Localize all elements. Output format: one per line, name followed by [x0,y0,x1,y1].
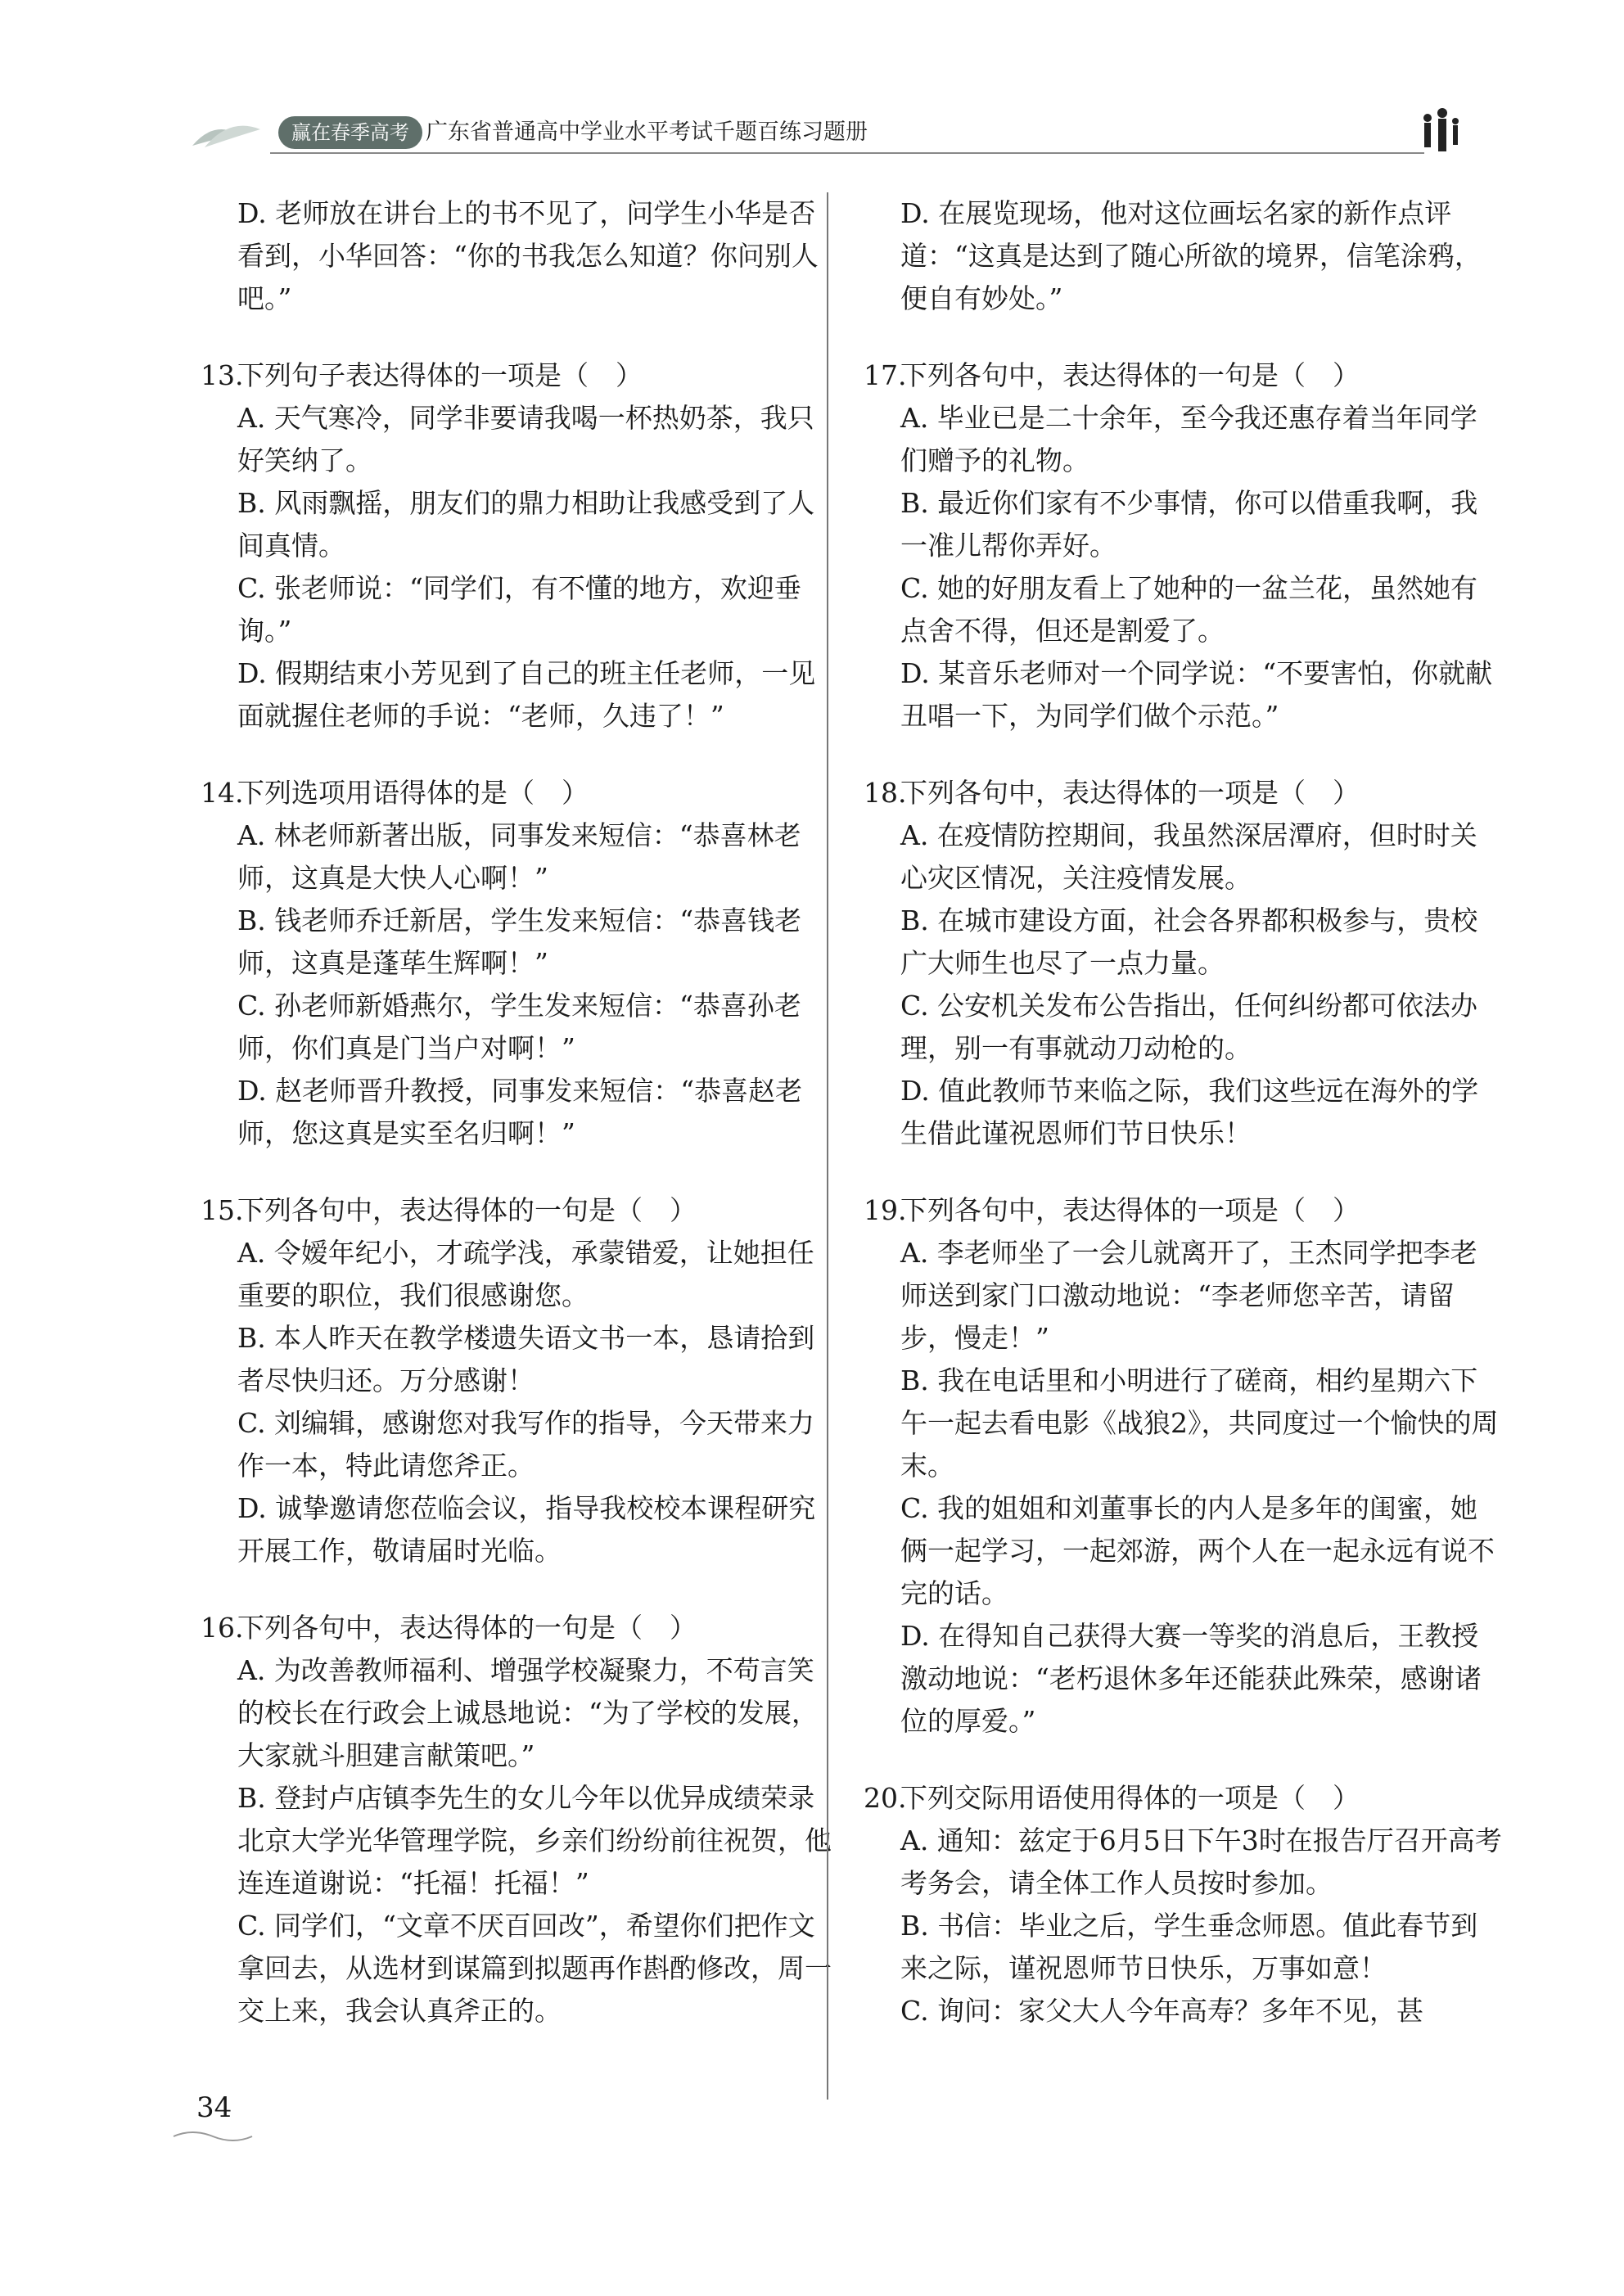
options-list [201,814,839,1155]
option: D. 假期结束小芳见到了自己的班主任老师，一见面就握住老师的手说：“老师，久违了！” [237,657,816,732]
question-stem [201,772,839,814]
option: D. 老师放在讲台上的书不见了，问学生小华是否看到，小华回答：“你的书我怎么知道？你问别人吧。” [237,197,819,314]
question [864,1189,1502,1743]
flourish-icon [172,2128,254,2145]
option: D. 值此教师节来临之际，我们这些远在海外的学生借此谨祝恩师们节日快乐！ [900,1075,1479,1149]
option: A. 在疫情防控期间，我虽然深居潭府，但时时关心灾区情况，关注疫情发展。 [900,819,1477,894]
question-stem [864,354,1502,397]
question-number: 13. [201,359,244,391]
question [864,772,1502,1155]
option: D. 赵老师晋升教授，同事发来短信：“恭喜赵老师，您这真是实至名归啊！” [237,1075,803,1149]
question-stem [864,1777,1502,1820]
question-number: 16. [201,1612,244,1644]
right-column [864,192,1502,2067]
options-list [864,397,1502,738]
question-text: 下列选项用语得体的是（ ） [237,777,589,809]
question [201,354,839,738]
options-list [864,1820,1502,2032]
people-icon [1416,106,1465,157]
option: A. 通知：兹定于6月5日下午3时在报告厅召开高考考务会，请全体工作人员按时参加。 [900,1825,1502,1899]
question-text: 下列句子表达得体的一项是（ ） [237,359,643,391]
question-text: 下列交际用语使用得体的一项是（ ） [900,1782,1360,1814]
option: B. 本人昨天在教学楼遗失语文书一本，恳请拾到者尽快归还。万分感谢！ [237,1322,815,1396]
option: C. 张老师说：“同学们，有不懂的地方，欢迎垂询。” [237,572,801,647]
options-list [864,1232,1502,1743]
header-rule [270,152,1424,154]
continued-question [864,192,1502,320]
option: D. 某音乐老师对一个同学说：“不要害怕，你就献丑唱一下，为同学们做个示范。” [900,657,1493,732]
option: A. 天气寒冷，同学非要请我喝一杯热奶茶，我只好笑纳了。 [237,402,814,476]
page-number: 34 [196,2091,232,2124]
continued-question [201,192,839,320]
option: A. 为改善教师福利、增强学校凝聚力，不苟言笑的校长在行政会上诚恳地说：“为了学校的发展，大家就斗胆建言献策吧。” [237,1654,819,1771]
left-column [201,192,839,2067]
question-stem [201,1189,839,1232]
option: A. 毕业已是二十余年，至今我还惠存着当年同学们赠予的礼物。 [900,402,1477,476]
question-text: 下列各句中，表达得体的一项是（ ） [900,777,1360,809]
question-stem [864,1189,1502,1232]
column-divider [827,192,828,2100]
options-list [864,814,1502,1155]
option: B. 我在电话里和小明进行了磋商，相约星期六下午一起去看电影《战狼2》，共同度过一个愉快的周末。 [900,1365,1499,1482]
question-number: 20. [864,1782,907,1814]
option: A. 林老师新著出版，同事发来短信：“恭喜林老师，这真是大快人心啊！” [237,819,801,894]
question [864,1777,1502,2032]
option: B. 书信：毕业之后，学生垂念师恩。值此春节到来之际，谨祝恩师节日快乐，万事如意！ [900,1910,1478,1984]
option: D. 在得知自己获得大赛一等奖的消息后，王教授激动地说：“老朽退休多年还能获此殊荣，感谢诸位的厚爱。” [900,1620,1482,1737]
option: C. 孙老师新婚燕尔，学生发来短信：“恭喜孙老师，你们真是门当户对啊！” [237,990,801,1064]
question-text: 下列各句中，表达得体的一句是（ ） [237,1194,697,1226]
question-number: 19. [864,1194,907,1226]
option: C. 公安机关发布公告指出，任何纠纷都可依法办理，别一有事就动刀动枪的。 [900,990,1478,1064]
question-text: 下列各句中，表达得体的一句是（ ） [237,1612,697,1644]
book-leaf-icon [188,113,262,151]
option: C. 我的姐姐和刘董事长的内人是多年的闺蜜，她俩一起学习，一起郊游，两个人在一起永远有说不完的话。 [900,1492,1495,1609]
option: C. 她的好朋友看上了她种的一盆兰花，虽然她有点舍不得，但还是割爱了。 [900,572,1478,647]
question [201,1607,839,2032]
question-stem [864,772,1502,814]
option: C. 刘编辑，感谢您对我写作的指导，今天带来力作一本，特此请您斧正。 [237,1407,815,1482]
question [864,354,1502,738]
question [201,772,839,1155]
page-header [188,106,1465,156]
question-number: 17. [864,359,907,391]
question-stem [201,1607,839,1649]
question-number: 15. [201,1194,244,1226]
option: A. 令嫒年纪小，才疏学浅，承蒙错爱，让她担任重要的职位，我们很感谢您。 [237,1237,814,1311]
option: B. 在城市建设方面，社会各界都积极参与，贵校广大师生也尽了一点力量。 [900,904,1478,979]
option: D. 在展览现场，他对这位画坛名家的新作点评道：“这真是达到了随心所欲的境界，信笔涂鸦，便自有妙处。” [900,197,1482,314]
option: A. 李老师坐了一会儿就离开了，王杰同学把李老师送到家门口激动地说：“李老师您辛苦，请留步，慢走！” [900,1237,1477,1354]
question-number: 18. [864,777,907,809]
options-list [201,397,839,738]
option: B. 最近你们家有不少事情，你可以借重我啊，我一准儿帮你弄好。 [900,487,1478,562]
option: C. 同学们，“文章不厌百回改”，希望你们把作文拿回去，从选材到谋篇到拟题再作斟酌修改，周一交上来，我会认真斧正的。 [237,1910,832,2027]
question [201,1189,839,1572]
option: B. 登封卢店镇李先生的女儿今年以优异成绩荣录北京大学光华管理学院，乡亲们纷纷前往祝贺，他连连道谢说：“托福！托福！” [237,1782,832,1899]
option: C. 询问：家父大人今年高寿？多年不见，甚 [900,1995,1424,2027]
option: B. 钱老师乔迁新居，学生发来短信：“恭喜钱老师，这真是蓬荜生辉啊！” [237,904,802,979]
series-badge: 赢在春季高考 [278,116,422,149]
options-list [201,1649,839,2032]
question-text: 下列各句中，表达得体的一句是（ ） [900,359,1360,391]
question-stem [201,354,839,397]
question-text: 下列各句中，表达得体的一项是（ ） [900,1194,1360,1226]
option: B. 风雨飘摇，朋友们的鼎力相助让我感受到了人间真情。 [237,487,815,562]
options-list [201,1232,839,1572]
question-number: 14. [201,777,244,809]
option: D. 诚挚邀请您莅临会议，指导我校校本课程研究开展工作，敬请届时光临。 [237,1492,816,1567]
series-title: 广东省普通高中学业水平考试千题百练习题册 [426,120,868,145]
